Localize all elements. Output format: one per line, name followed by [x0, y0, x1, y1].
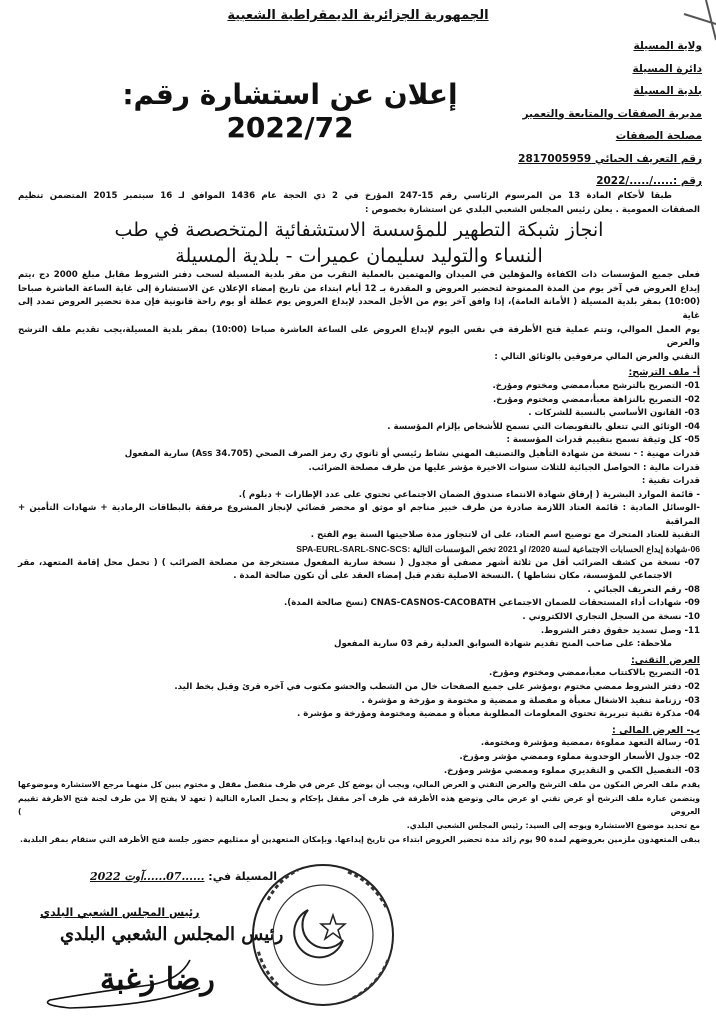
list-item: 09- شهادات أداء المستحقات للضمان الاجتماعي CNAS-CASNOS-CACOBATH (نسخ صالحة المدة).: [284, 598, 700, 609]
document-body: [18, 190, 700, 846]
president-stamp-text: رئيس المجلس الشعبي البلدي: [60, 924, 284, 945]
list-item: 07- نسخة من كشف الضرائب أقل من ثلاثة أشهر مصفى أو مجدول ( نسخة سارية المفعول مستخرجة من مصلحة الضرائب ) ( تحمل محل إقامة المتعهد، مقر: [18, 557, 700, 568]
list-item: 02- التصريح بالنزاهة معبأ،ممضي ومختوم ومؤرخ.: [493, 394, 700, 405]
list-item: قدرات تقنية :: [641, 476, 700, 487]
list-item: 06-شهادة إيداع الحسابات الاجتماعية لسنة 2020/ او 2021 تخص المؤسسات التالية :SPA-EURL-SARL-SNC-SCS: [296, 544, 700, 555]
list-item: 04- الوثائق التي تتعلق بالتفويضات التي تسمح للأشخاص بإلزام المؤسسة .: [387, 421, 700, 432]
technical-offer-heading: العرض التقني:: [630, 654, 700, 666]
president-title: رئيس المجلس الشعبي البلدي: [40, 906, 200, 919]
service-line: مصلحة الصفقات: [615, 130, 702, 142]
body-line: التقني والعرض المالي مرفوقين بالوثائق التالي :: [494, 351, 700, 362]
place-label: المسيلة في:: [208, 870, 277, 883]
list-item: 10- نسخة من السجل التجاري الالكتروني .: [522, 612, 700, 623]
candidacy-heading: أ- ملف الترشح:: [628, 367, 700, 379]
list-item: 05- كل وثيقة تسمح بتقييم قدرات المؤسسة :: [506, 435, 700, 446]
reference-number-line: رقم :...../...../2022: [596, 175, 702, 187]
list-item: قدرات مالية : الحواصل الجبائية للثلاث سنوات الاخيرة مؤشر عليها من طرف مصلحة الضرائب.: [308, 462, 700, 473]
list-item: الاجتماعي للمؤسسة، مكان نشاطها ) .النسخة الاصلية تقدم قبل إمضاء العقد على أن تكون صالحة المدة .: [233, 571, 672, 582]
commune-line: بلدية المسيلة: [633, 85, 702, 97]
list-item: 01- رسالة التعهد مملوءة ،ممضية ومؤشرة ومختومة.: [480, 738, 700, 749]
list-item: 08- رقم التعريف الجبائي .: [587, 584, 700, 595]
list-item: 11- وصل تسديد حقوق دفتر الشروط.: [540, 625, 700, 636]
announcement-title: إعلان عن استشارة رقم: 2022/72: [122, 78, 458, 144]
daira-line: دائرة المسيلة: [632, 62, 702, 75]
body-line: (10:00) بمقر بلدية المسيلة ( الأمانة العامة)، إذا وافق آخر يوم من الأجل المحدد لإيداع العروض يوم عطلة أو يوم راحة قانونية فإن مدة تحضير العروض تمدد إلى غاية: [18, 297, 700, 321]
note-line: ملاحظة: على صاحب المنح تقديم شهادة السوابق العدلية رقم 03 سارية المفعول: [333, 639, 672, 650]
list-item: 04- مذكرة تقنية تبريرية تحتوي المعلومات المطلوبة معبأة و ممضية ومختومة ومؤرخة و مؤشرة .: [296, 709, 700, 720]
list-item: -الوسائل المادية : قائمة العتاد اللازمة صادرة من طرف خبير مناجم او موثق او محضر قضائي لإنجاز المشروع مرفقة بالبطاقات الرمادية + شهادات التأمين + المراقبة: [18, 503, 700, 527]
list-item: 02- جدول الأسعار الوحدوية مملوء وممضي مؤشر ومؤرخ.: [459, 751, 700, 762]
official-seal-icon: [248, 860, 398, 1010]
wilaya-line: ولاية المسيلة: [633, 40, 702, 52]
republic-heading: الجمهورية الجزائرية الديمقراطية الشعبية: [227, 8, 489, 23]
list-item: التقنية للعتاد المتحرك مع توضيح اسم العتاد، على ان لاتتجاوز مدة صلاحيتها السنة يوم الفتح .: [310, 530, 700, 541]
list-item: 03- التفصيل الكمي و التقديري مملوء وممضي مؤشر ومؤرخ.: [443, 765, 700, 776]
tax-id-line: رقم التعريف الجبائي 2817005959: [518, 152, 702, 165]
handwritten-date: ......07......آوت 2022: [90, 870, 205, 883]
closing-line: مع تحديد موضوع الاستشارة ويوجه إلى السيد: رئيس المجلس الشعبي البلدي.: [406, 820, 700, 830]
directorate-line: مديرية الصفقات والمتابعة والتعمير: [522, 107, 702, 120]
body-line: يوم العمل الموالي، وتتم عملية فتح الأظرفة في نفس اليوم لإيداع العروض على الساعة العاشرة صباحا (10:00) بمقر بلدية المسيلة،يجب تقديم ملف الترشح والعرض: [18, 324, 700, 349]
subject-line: النساء والتوليد سليمان عميرات - بلدية المسيلة: [175, 245, 543, 268]
list-item: 01- التصريح بالاكتتاب معبأ،ممضي ومختوم ومؤرخ.: [488, 668, 700, 679]
body-line: فعلى جميع المؤسسات ذات الكفاءة والمؤهلين في الميدان والمهتمين بالعملية التقرب من مقر بلدية المسيلة لسحب دفتر الشروط مقابل مبلغ 2000 دج ،يتم: [18, 270, 700, 281]
list-item: 01- التصريح بالترشح معبأ،ممضي ومختوم ومؤرخ.: [492, 380, 700, 391]
list-item: 02- دفتر الشروط ممضي مختوم ،ومؤشر على جميع الصفحات خال من الشطب والحشو مكتوب في آخره قرئ وقبل بخط اليد.: [174, 682, 700, 692]
list-item: قدرات مهنية : - نسخة من شهادة التأهيل والتصنيف المهني نشاط رئيسي أو ثانوي ري رمز الصرف الصحي (34.705 Ass) سارية المفعول: [124, 448, 700, 459]
closing-line: يبقى المتعهدون ملزمين بعروضهم لمدة 90 يوم زائد مدة تحضير العروض ابتداء من تاريخ إيداعها. وبإمكان المتعهدين أو ممثليهم حضور جلسة فتح الأظرفة التي ستقام بمقر البلدية.: [20, 834, 700, 844]
page-corner-fold-icon: [676, 0, 716, 50]
financial-offer-heading: ب- العرض المالي :: [611, 724, 700, 736]
closing-line: ويتضمن عبارة ملف الترشح أو عرض تقني او عرض مالي وتوضع هذه الأظرفة في ظرف آخر مقفل بإحكام و يحمل العبارة التالية ( تعهد لا يفتح إلا من طرف لجنة فتح الاظرفة تقييم العروض ): [18, 793, 700, 817]
intro-line: الصفقات العمومية . يعلن رئيس المجلس الشعبي البلدي عن استشارة بخصوص :: [365, 204, 700, 215]
list-item: 03- رزنامة تنفيذ الاشغال معبأة و مفصلة و ممضية و مختومة و مؤرخة و مؤشرة .: [361, 695, 700, 706]
signature-name: رضا زغبة: [100, 962, 215, 997]
list-item: - قائمة الموارد البشرية ( إرفاق شهادة الانتماء صندوق الضمان الاجتماعي تحتوي على عدد الإطارات + دبلوم ).: [238, 489, 700, 500]
subject-line: انجاز شبكة التطهير للمؤسسة الاستشفائية المتخصصة في طب: [114, 219, 604, 242]
closing-line: يقدم ملف العرض المكون من ملف الترشح والعرض التقني و العرض المالي، ويجب أن يوضع كل عرض في ظرف منفصل مقفل و مختوم يبين كل منهما مرجع الاستشارة وموضوعها: [18, 780, 700, 790]
intro-line: طبقا لأحكام المادة 13 من المرسوم الرئاسي رقم 15-247 المؤرخ في 2 ذي الحجة عام 1436 الموافق لـ 16 سبتمبر 2015 المتضمن تنظيم: [18, 191, 673, 201]
list-item: 03- القانون الأساسي بالنسبة للشركات .: [528, 408, 700, 419]
body-line: إيداع العروض في آخر يوم من المدة الممنوحة لتحضير العروض و المقدرة بـ 12 أيام ابتداء من تاريخ إمضاء الإعلان عن الاستشارة إلى غاية الساعة العاشرة صباحا: [18, 283, 700, 294]
administration-block: [502, 40, 702, 198]
